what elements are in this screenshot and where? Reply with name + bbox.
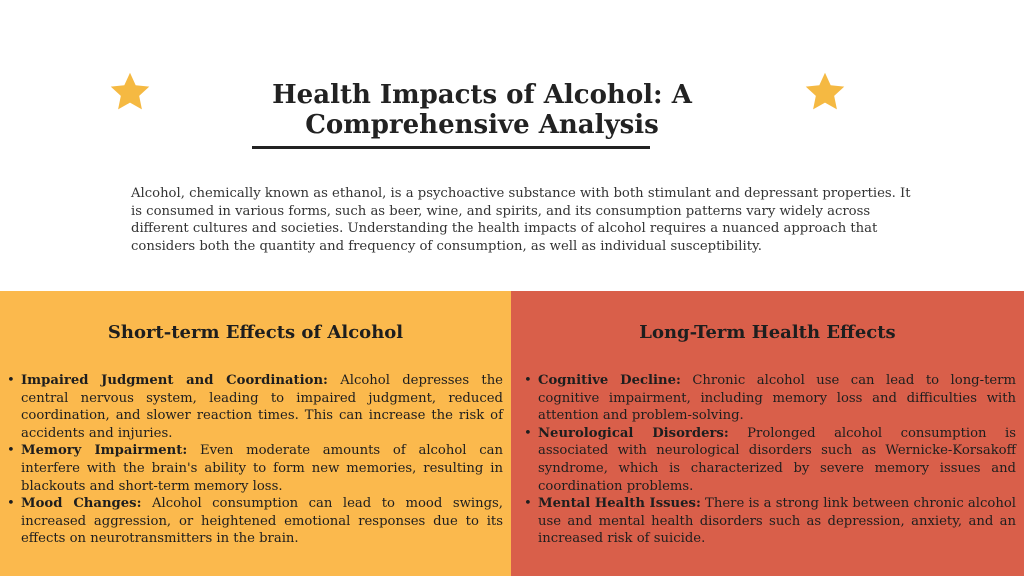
item-text: Alcohol depresses the central nervous system, leading to impaired judgment, reduced coordination, and slower reaction times. This can increase the risk of accidents and injuries. (21, 373, 503, 441)
page-title (200, 80, 764, 140)
star-icon (803, 70, 847, 114)
list-item (538, 495, 1016, 548)
short-term-list (21, 372, 503, 548)
item-term: Impaired Judgment and Coordination: (21, 373, 328, 388)
short-term-heading: Short-term Effects of Alcohol (107, 322, 404, 343)
list-item (21, 495, 503, 548)
long-term-list (538, 372, 1016, 548)
item-text: There is a strong link between chronic alcohol use and mental health disorders such as depression, anxiety, and an increased risk of suicide. (538, 496, 1016, 547)
page-title-line-1: Health Impacts of Alcohol: A (272, 80, 692, 110)
item-term: Memory Impairment: (21, 443, 188, 459)
item-term: Neurological Disorders: (538, 425, 729, 441)
item-text: Prolonged alcohol consumption is associated with neurological disorders such as Wernicke-Korsakoff syndrome, which is characterized by severe memory issues and coordination problems. (538, 425, 1016, 494)
title-underline (252, 146, 650, 149)
item-text: Chronic alcohol use can lead to long-term cognitive impairment, including memory loss and difficulties with attention and problem-solving. (538, 373, 1016, 424)
page-title-line-2: Comprehensive Analysis (305, 110, 659, 140)
short-term-effects-panel (0, 291, 511, 576)
item-text: Alcohol consumption can lead to mood swings, increased aggression, or heightened emotional responses due to its effects on neurotransmitters in the brain. (21, 496, 503, 547)
intro-paragraph: Alcohol, chemically known as ethanol, is a psychoactive substance with both stimulant and depressant properties. It is consumed in various forms, such as beer, wine, and spirits, and its consumption patterns vary widely across different cultures and societies. Understanding the health impacts of alcohol requires a nuanced approach that considers both the quantity and frequency of consumption, as well as individual susceptibility. (131, 186, 911, 254)
star-icon (108, 70, 152, 114)
list-item (538, 372, 1016, 425)
long-term-heading: Long-Term Health Effects (639, 322, 896, 343)
list-item (21, 372, 503, 442)
item-term: Mental Health Issues: (538, 496, 701, 512)
list-item (21, 442, 503, 495)
list-item (538, 425, 1016, 495)
item-text: Even moderate amounts of alcohol can interfere with the brain's ability to form new memories, resulting in blackouts and short-term memory loss. (21, 443, 503, 494)
item-term: Mood Changes: (21, 496, 142, 512)
item-term: Cognitive Decline: (538, 373, 681, 388)
long-term-effects-panel (511, 291, 1024, 576)
